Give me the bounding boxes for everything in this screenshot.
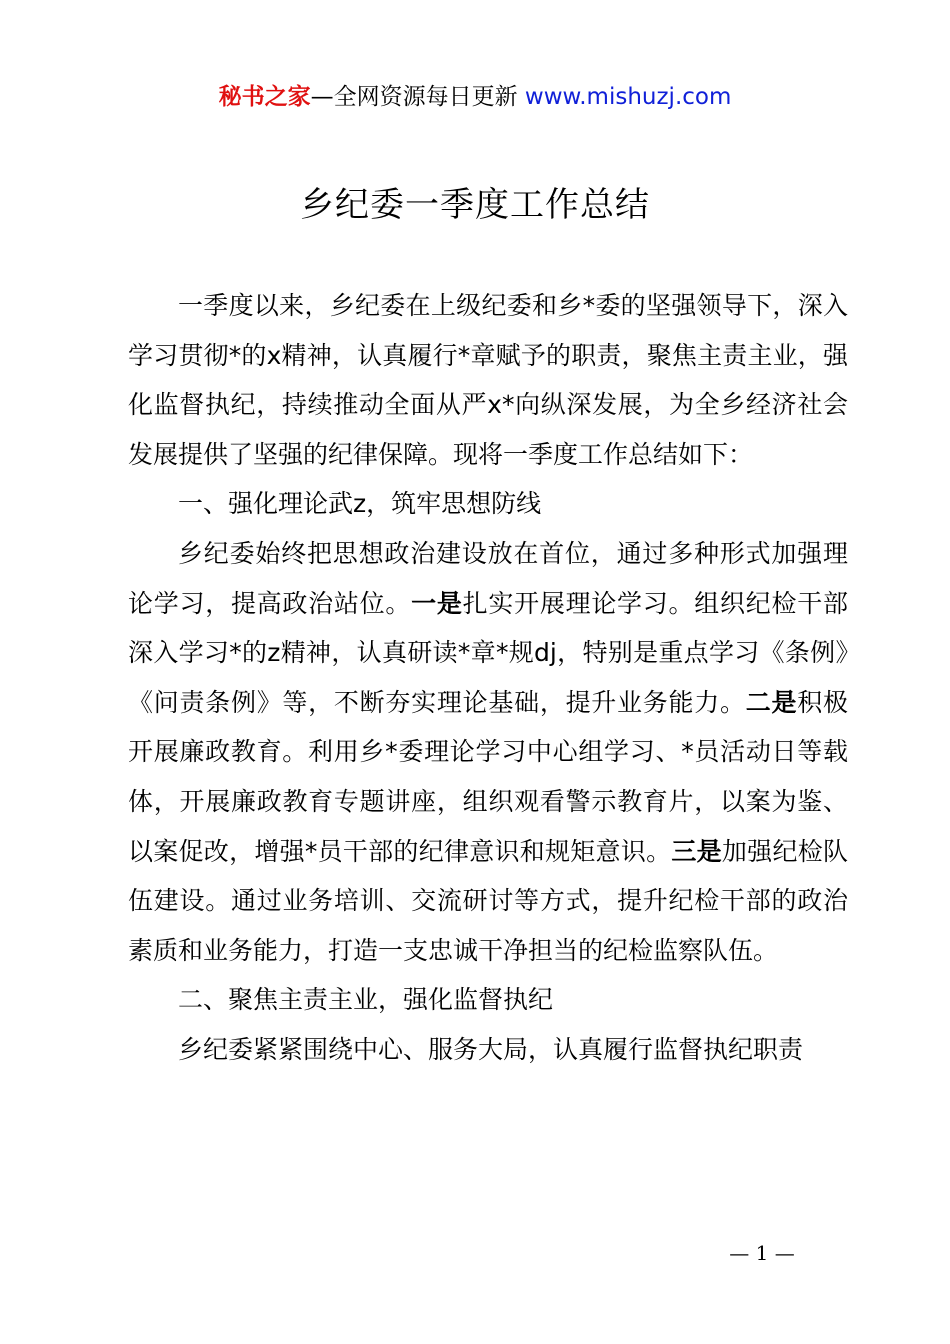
- point-label-3: 三是: [671, 836, 722, 866]
- document-title: 乡纪委一季度工作总结: [300, 185, 650, 225]
- banner-url[interactable]: www.mishuzj.com: [524, 84, 732, 110]
- section-heading-2: 二、聚焦主责主业，强化监督执纪: [178, 985, 554, 1015]
- point-label-1: 一是: [411, 588, 463, 618]
- section-1-paragraph: [128, 529, 848, 975]
- section-heading-1: 一、强化理论武z，筑牢思想防线: [178, 489, 542, 519]
- section-2-paragraph: 乡纪委紧紧围绕中心、服务大局，认真履行监督执纪职责: [178, 1034, 804, 1064]
- section-1-text-2: 扎实开展理论学习。组织纪检干部深入学习*的z精神，认真研读*章*规dj，特别是重点学习《条例》《问责条例》等，不断夯实理论基础，提升业务能力。: [128, 588, 848, 717]
- section-1-text-3: 积极开展廉政教育。利用乡*委理论学习中心组学习、*员活动日等载体，开展廉政教育专题讲座，组织观看警示教育片，以案为鉴、以案促改，增强*员干部的纪律意识和规矩意识。: [128, 687, 848, 866]
- section-1-text-4: 加强纪检队伍建设。通过业务培训、交流研讨等方式，提升纪检干部的政治素质和业务能力，打造一支忠诚干净担当的纪检监察队伍。: [128, 836, 848, 965]
- point-label-2: 二是: [745, 687, 798, 717]
- brand-name: 秘书之家: [218, 84, 311, 110]
- banner-tagline: —全网资源每日更新: [310, 84, 525, 110]
- intro-paragraph: 一季度以来，乡纪委在上级纪委和乡*委的坚强领导下，深入学习贯彻*的x精神，认真履行*章赋予的职责，聚焦主责主业，强化监督执纪，持续推动全面从严x*向纵深发展，为全乡经济社会发展提供了坚强的纪律保障。现将一季度工作总结如下：: [128, 291, 848, 469]
- document-body: [128, 281, 848, 1075]
- site-banner: [0, 80, 950, 114]
- section-1-text-1: 乡纪委始终把思想政治建设放在首位，通过多种形式加强理论学习，提高政治站位。: [128, 538, 848, 618]
- page-number: — 1 —: [729, 1241, 795, 1265]
